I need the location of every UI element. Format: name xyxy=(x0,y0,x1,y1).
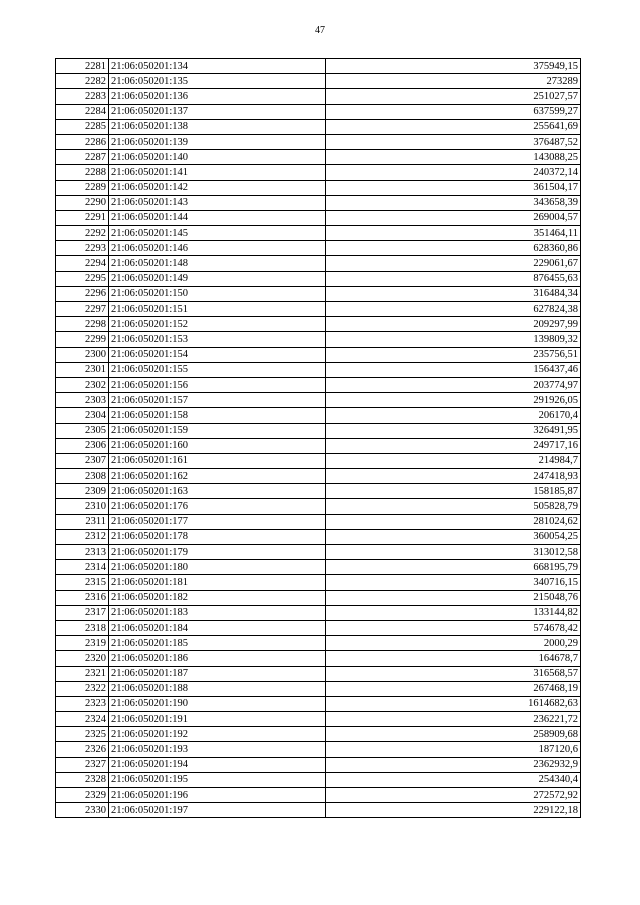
value-cell: 229122,18 xyxy=(326,803,581,818)
value-cell: 351464,11 xyxy=(326,226,581,241)
table-row xyxy=(56,195,581,210)
value-cell: 187120,6 xyxy=(326,742,581,757)
row-number-cell: 2291 xyxy=(56,210,109,225)
table-row xyxy=(56,165,581,180)
table-row xyxy=(56,545,581,560)
table-row xyxy=(56,727,581,742)
value-cell: 209297,99 xyxy=(326,317,581,332)
cadastral-number-cell: 21:06:050201:194 xyxy=(109,757,326,772)
value-cell: 240372,14 xyxy=(326,165,581,180)
table-row xyxy=(56,788,581,803)
table-row xyxy=(56,620,581,635)
row-number-cell: 2286 xyxy=(56,134,109,149)
cadastral-number-cell: 21:06:050201:185 xyxy=(109,636,326,651)
value-cell: 627824,38 xyxy=(326,302,581,317)
cadastral-number-cell: 21:06:050201:142 xyxy=(109,180,326,195)
table-row xyxy=(56,575,581,590)
table-row xyxy=(56,484,581,499)
row-number-cell: 2295 xyxy=(56,271,109,286)
value-cell: 1614682,63 xyxy=(326,696,581,711)
table-row xyxy=(56,438,581,453)
value-cell: 668195,79 xyxy=(326,560,581,575)
cadastral-number-cell: 21:06:050201:157 xyxy=(109,393,326,408)
cadastral-number-cell: 21:06:050201:156 xyxy=(109,377,326,392)
row-number-cell: 2284 xyxy=(56,104,109,119)
row-number-cell: 2303 xyxy=(56,393,109,408)
cadastral-number-cell: 21:06:050201:182 xyxy=(109,590,326,605)
cadastral-number-cell: 21:06:050201:151 xyxy=(109,302,326,317)
row-number-cell: 2285 xyxy=(56,119,109,134)
cadastral-number-cell: 21:06:050201:178 xyxy=(109,529,326,544)
value-cell: 313012,58 xyxy=(326,545,581,560)
cadastral-number-cell: 21:06:050201:153 xyxy=(109,332,326,347)
value-cell: 156437,46 xyxy=(326,362,581,377)
value-cell: 247418,93 xyxy=(326,469,581,484)
row-number-cell: 2319 xyxy=(56,636,109,651)
table-row xyxy=(56,590,581,605)
table-row xyxy=(56,226,581,241)
table-row xyxy=(56,499,581,514)
table-row xyxy=(56,605,581,620)
row-number-cell: 2313 xyxy=(56,545,109,560)
table-row xyxy=(56,317,581,332)
value-cell: 269004,57 xyxy=(326,210,581,225)
cadastral-number-cell: 21:06:050201:136 xyxy=(109,89,326,104)
cadastral-number-cell: 21:06:050201:180 xyxy=(109,560,326,575)
value-cell: 343658,39 xyxy=(326,195,581,210)
row-number-cell: 2297 xyxy=(56,302,109,317)
value-cell: 164678,7 xyxy=(326,651,581,666)
table-row xyxy=(56,651,581,666)
row-number-cell: 2318 xyxy=(56,620,109,635)
row-number-cell: 2324 xyxy=(56,712,109,727)
table-row xyxy=(56,514,581,529)
table-row xyxy=(56,742,581,757)
row-number-cell: 2293 xyxy=(56,241,109,256)
cadastral-number-cell: 21:06:050201:152 xyxy=(109,317,326,332)
cadastral-number-cell: 21:06:050201:196 xyxy=(109,788,326,803)
cadastral-number-cell: 21:06:050201:183 xyxy=(109,605,326,620)
value-cell: 628360,86 xyxy=(326,241,581,256)
table-row xyxy=(56,150,581,165)
cadastral-number-cell: 21:06:050201:139 xyxy=(109,134,326,149)
row-number-cell: 2314 xyxy=(56,560,109,575)
cadastral-number-cell: 21:06:050201:155 xyxy=(109,362,326,377)
row-number-cell: 2292 xyxy=(56,226,109,241)
row-number-cell: 2304 xyxy=(56,408,109,423)
row-number-cell: 2329 xyxy=(56,788,109,803)
row-number-cell: 2305 xyxy=(56,423,109,438)
table-row xyxy=(56,332,581,347)
cadastral-number-cell: 21:06:050201:145 xyxy=(109,226,326,241)
table-row xyxy=(56,271,581,286)
cadastral-number-cell: 21:06:050201:177 xyxy=(109,514,326,529)
table-row xyxy=(56,180,581,195)
table-row xyxy=(56,408,581,423)
row-number-cell: 2316 xyxy=(56,590,109,605)
row-number-cell: 2287 xyxy=(56,150,109,165)
cadastral-number-cell: 21:06:050201:158 xyxy=(109,408,326,423)
table-row xyxy=(56,803,581,818)
value-cell: 254340,4 xyxy=(326,772,581,787)
row-number-cell: 2306 xyxy=(56,438,109,453)
cadastral-number-cell: 21:06:050201:195 xyxy=(109,772,326,787)
value-cell: 876455,63 xyxy=(326,271,581,286)
value-cell: 267468,19 xyxy=(326,681,581,696)
cadastral-number-cell: 21:06:050201:192 xyxy=(109,727,326,742)
table-row xyxy=(56,74,581,89)
cadastral-number-cell: 21:06:050201:176 xyxy=(109,499,326,514)
table-row xyxy=(56,529,581,544)
row-number-cell: 2299 xyxy=(56,332,109,347)
table-row xyxy=(56,712,581,727)
value-cell: 235756,51 xyxy=(326,347,581,362)
value-cell: 255641,69 xyxy=(326,119,581,134)
cadastral-number-cell: 21:06:050201:188 xyxy=(109,681,326,696)
table-row xyxy=(56,453,581,468)
table-row xyxy=(56,636,581,651)
table-row xyxy=(56,89,581,104)
value-cell: 229061,67 xyxy=(326,256,581,271)
value-cell: 637599,27 xyxy=(326,104,581,119)
table-row xyxy=(56,696,581,711)
cadastral-number-cell: 21:06:050201:181 xyxy=(109,575,326,590)
value-cell: 340716,15 xyxy=(326,575,581,590)
row-number-cell: 2289 xyxy=(56,180,109,195)
row-number-cell: 2312 xyxy=(56,529,109,544)
cadastral-number-cell: 21:06:050201:186 xyxy=(109,651,326,666)
table-row xyxy=(56,772,581,787)
registry-table-body xyxy=(56,59,581,818)
row-number-cell: 2317 xyxy=(56,605,109,620)
table-row xyxy=(56,302,581,317)
value-cell: 281024,62 xyxy=(326,514,581,529)
row-number-cell: 2321 xyxy=(56,666,109,681)
value-cell: 2362932,9 xyxy=(326,757,581,772)
row-number-cell: 2302 xyxy=(56,377,109,392)
registry-table xyxy=(55,58,581,818)
value-cell: 361504,17 xyxy=(326,180,581,195)
table-row xyxy=(56,393,581,408)
table-row xyxy=(56,362,581,377)
row-number-cell: 2296 xyxy=(56,286,109,301)
row-number-cell: 2307 xyxy=(56,453,109,468)
cadastral-number-cell: 21:06:050201:179 xyxy=(109,545,326,560)
row-number-cell: 2310 xyxy=(56,499,109,514)
cadastral-number-cell: 21:06:050201:187 xyxy=(109,666,326,681)
row-number-cell: 2323 xyxy=(56,696,109,711)
value-cell: 326491,95 xyxy=(326,423,581,438)
value-cell: 291926,05 xyxy=(326,393,581,408)
value-cell: 158185,87 xyxy=(326,484,581,499)
value-cell: 215048,76 xyxy=(326,590,581,605)
cadastral-number-cell: 21:06:050201:134 xyxy=(109,59,326,74)
row-number-cell: 2330 xyxy=(56,803,109,818)
page-number: 47 xyxy=(315,25,325,36)
table-row xyxy=(56,134,581,149)
value-cell: 206170,4 xyxy=(326,408,581,423)
cadastral-number-cell: 21:06:050201:162 xyxy=(109,469,326,484)
value-cell: 139809,32 xyxy=(326,332,581,347)
table-row xyxy=(56,256,581,271)
row-number-cell: 2301 xyxy=(56,362,109,377)
cadastral-number-cell: 21:06:050201:193 xyxy=(109,742,326,757)
cadastral-number-cell: 21:06:050201:190 xyxy=(109,696,326,711)
row-number-cell: 2283 xyxy=(56,89,109,104)
cadastral-number-cell: 21:06:050201:144 xyxy=(109,210,326,225)
row-number-cell: 2281 xyxy=(56,59,109,74)
row-number-cell: 2288 xyxy=(56,165,109,180)
cadastral-number-cell: 21:06:050201:197 xyxy=(109,803,326,818)
cadastral-number-cell: 21:06:050201:149 xyxy=(109,271,326,286)
row-number-cell: 2315 xyxy=(56,575,109,590)
value-cell: 214984,7 xyxy=(326,453,581,468)
table-row xyxy=(56,681,581,696)
value-cell: 2000,29 xyxy=(326,636,581,651)
value-cell: 272572,92 xyxy=(326,788,581,803)
row-number-cell: 2326 xyxy=(56,742,109,757)
table-row xyxy=(56,347,581,362)
cadastral-number-cell: 21:06:050201:150 xyxy=(109,286,326,301)
table-row xyxy=(56,757,581,772)
value-cell: 375949,15 xyxy=(326,59,581,74)
row-number-cell: 2320 xyxy=(56,651,109,666)
row-number-cell: 2325 xyxy=(56,727,109,742)
value-cell: 316484,34 xyxy=(326,286,581,301)
cadastral-number-cell: 21:06:050201:184 xyxy=(109,620,326,635)
cadastral-number-cell: 21:06:050201:163 xyxy=(109,484,326,499)
table-row xyxy=(56,377,581,392)
cadastral-number-cell: 21:06:050201:148 xyxy=(109,256,326,271)
cadastral-number-cell: 21:06:050201:154 xyxy=(109,347,326,362)
row-number-cell: 2298 xyxy=(56,317,109,332)
row-number-cell: 2290 xyxy=(56,195,109,210)
value-cell: 360054,25 xyxy=(326,529,581,544)
cadastral-number-cell: 21:06:050201:146 xyxy=(109,241,326,256)
row-number-cell: 2328 xyxy=(56,772,109,787)
row-number-cell: 2300 xyxy=(56,347,109,362)
row-number-cell: 2282 xyxy=(56,74,109,89)
row-number-cell: 2294 xyxy=(56,256,109,271)
value-cell: 133144,82 xyxy=(326,605,581,620)
value-cell: 203774,97 xyxy=(326,377,581,392)
value-cell: 258909,68 xyxy=(326,727,581,742)
cadastral-number-cell: 21:06:050201:137 xyxy=(109,104,326,119)
cadastral-number-cell: 21:06:050201:191 xyxy=(109,712,326,727)
value-cell: 574678,42 xyxy=(326,620,581,635)
table-row xyxy=(56,210,581,225)
table-row xyxy=(56,59,581,74)
table-row xyxy=(56,241,581,256)
value-cell: 273289 xyxy=(326,74,581,89)
value-cell: 143088,25 xyxy=(326,150,581,165)
value-cell: 249717,16 xyxy=(326,438,581,453)
cadastral-number-cell: 21:06:050201:159 xyxy=(109,423,326,438)
cadastral-number-cell: 21:06:050201:143 xyxy=(109,195,326,210)
value-cell: 376487,52 xyxy=(326,134,581,149)
table-row xyxy=(56,666,581,681)
cadastral-number-cell: 21:06:050201:140 xyxy=(109,150,326,165)
row-number-cell: 2309 xyxy=(56,484,109,499)
value-cell: 316568,57 xyxy=(326,666,581,681)
table-row xyxy=(56,286,581,301)
row-number-cell: 2308 xyxy=(56,469,109,484)
row-number-cell: 2311 xyxy=(56,514,109,529)
table-row xyxy=(56,119,581,134)
table-row xyxy=(56,469,581,484)
value-cell: 236221,72 xyxy=(326,712,581,727)
cadastral-number-cell: 21:06:050201:160 xyxy=(109,438,326,453)
cadastral-number-cell: 21:06:050201:161 xyxy=(109,453,326,468)
cadastral-number-cell: 21:06:050201:138 xyxy=(109,119,326,134)
cadastral-number-cell: 21:06:050201:135 xyxy=(109,74,326,89)
table-row xyxy=(56,104,581,119)
value-cell: 251027,57 xyxy=(326,89,581,104)
cadastral-number-cell: 21:06:050201:141 xyxy=(109,165,326,180)
row-number-cell: 2327 xyxy=(56,757,109,772)
table-row xyxy=(56,560,581,575)
table-row xyxy=(56,423,581,438)
value-cell: 505828,79 xyxy=(326,499,581,514)
row-number-cell: 2322 xyxy=(56,681,109,696)
